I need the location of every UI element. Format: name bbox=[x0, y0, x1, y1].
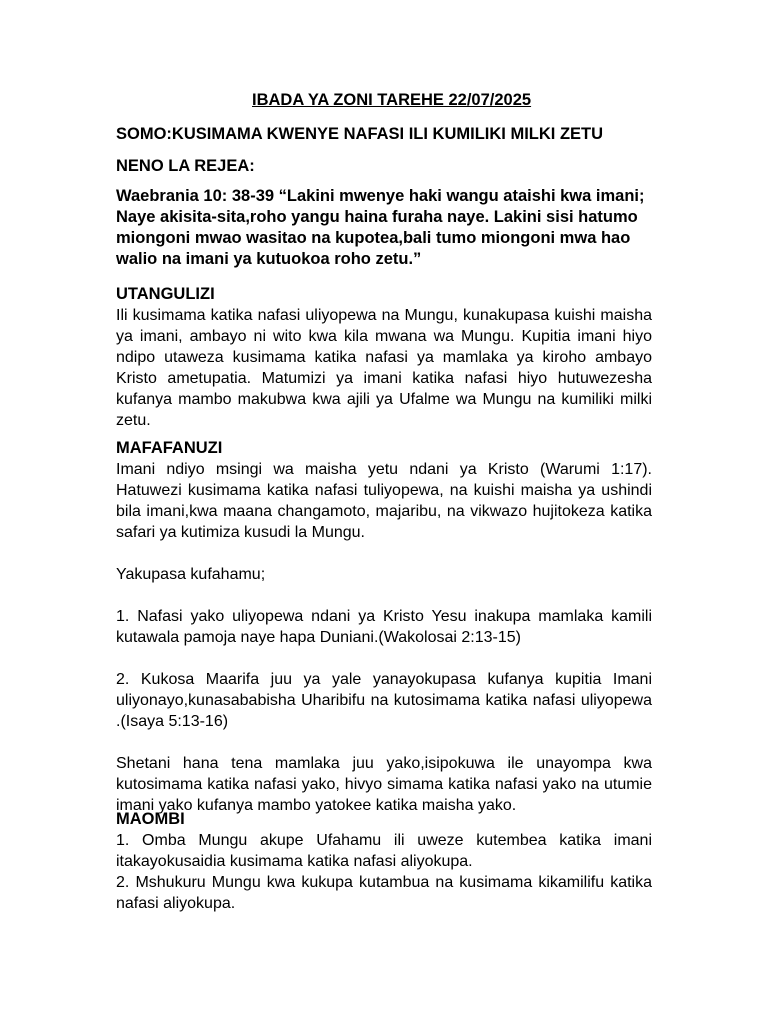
mafafanuzi-shetani: Shetani hana tena mamlaka juu yako,isipokuwa ile unayompa kwa kutosimama katika nafasi yako, hivyo simama katika nafasi yako na utumie imani yako kufanya mambo yatokee katika maisha yako. bbox=[116, 755, 652, 814]
mafafanuzi-heading: MAFAFANUZI bbox=[116, 439, 223, 457]
maombi-heading: MAOMBI bbox=[116, 810, 185, 828]
mafafanuzi-point-2: 2. Kukosa Maarifa juu ya yale yanayokupasa kufanya kupitia Imani uliyonayo,kunasababisha Uharibifu na kutosimama katika nafasi uliyopewa .(Isaya 5:13-16) bbox=[116, 671, 652, 730]
maombi-item-2: 2. Mshukuru Mungu kwa kukupa kutambua na kusimama kikamilifu katika nafasi aliyokupa. bbox=[116, 874, 652, 912]
utangulizi-heading: UTANGULIZI bbox=[116, 285, 215, 303]
maombi-section bbox=[116, 809, 652, 914]
reference-heading: NENO LA REJEA: bbox=[116, 157, 255, 175]
utangulizi-text: Ili kusimama katika nafasi uliyopewa na Mungu, kunakupasa kuishi maisha ya imani, ambayo ni wito kwa kila mwana wa Mungu. Kupitia imani hiyo ndipo utaweza kusimama katika nafasi ya mamlaka ya kiroho ambayo Kristo ametupatia. Matumizi ya imani katika nafasi hiyo hutuwezesha kufanya mambo makubwa kwa ajili ya Ufalme wa Mungu na kumiliki milki zetu. bbox=[116, 307, 652, 429]
document-title: IBADA YA ZONI TAREHE 22/07/2025 bbox=[252, 91, 532, 109]
mafafanuzi-intro: Yakupasa kufahamu; bbox=[116, 566, 266, 583]
reference-verse: Waebrania 10: 38-39 “Lakini mwenye haki wangu ataishi kwa imani; Naye akisita-sita,roho yangu haina furaha naye. Lakini sisi hatumo miongoni mwao wasitao na kupotea,bali tumo miongoni mwa hao walio na imani ya kutuokoa roho zetu.” bbox=[116, 187, 645, 268]
lesson-topic: SOMO:KUSIMAMA KWENYE NAFASI ILI KUMILIKI MILKI ZETU bbox=[116, 125, 604, 143]
mafafanuzi-text: Imani ndiyo msingi wa maisha yetu ndani ya Kristo (Warumi 1:17). Hatuwezi kusimama katika nafasi tuliyopewa, na kuishi maisha ya ushindi bila imani,kwa maana changamoto, majaribu, na vikwazo hujitokeza katika safari ya kutimiza kusudi la Mungu. bbox=[116, 461, 652, 541]
mafafanuzi-section bbox=[116, 438, 652, 816]
maombi-item-1: 1. Omba Mungu akupe Ufahamu ili uweze kutembea katika imani itakayokusaidia kusimama katika nafasi aliyokupa. bbox=[116, 832, 652, 870]
utangulizi-section bbox=[116, 284, 652, 431]
mafafanuzi-point-1: 1. Nafasi yako uliyopewa ndani ya Kristo Yesu inakupa mamlaka kamili kutawala pamoja naye hapa Duniani.(Wakolosai 2:13-15) bbox=[116, 608, 652, 646]
